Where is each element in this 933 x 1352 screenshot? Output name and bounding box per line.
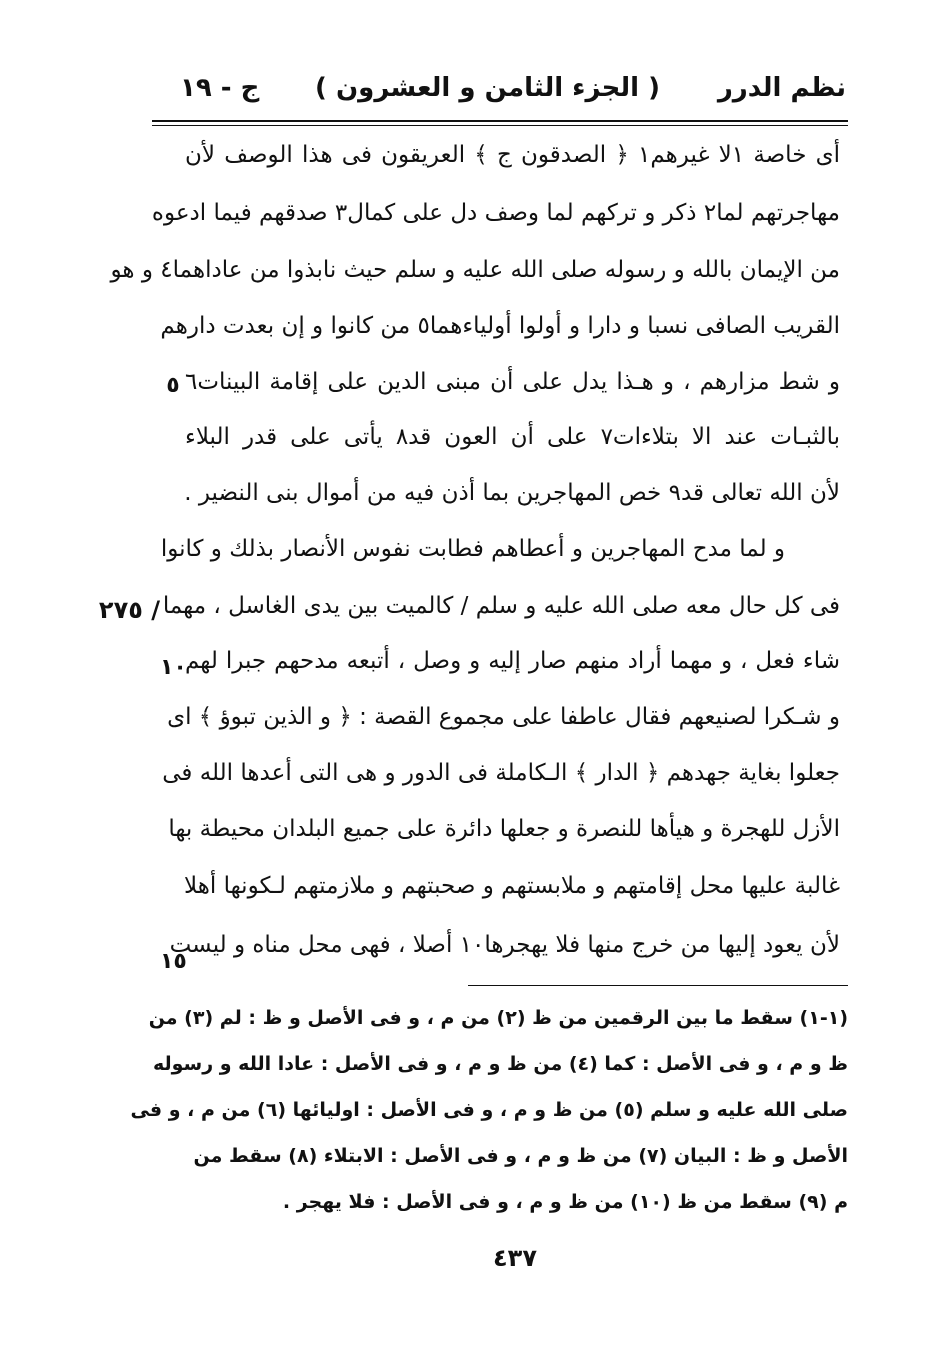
header-rule	[152, 120, 848, 122]
line-number-5: ٥	[166, 373, 180, 398]
text-line-6: بالثبـات عند الا بتلاءات٧ على أن العون قد٨ يأتى على قدر البلاء	[185, 424, 840, 450]
footnote-line-2: ظ و م ، و فى الأصل : كما (٤) من ظ و م ، و فى الأصل : عادا الله و رسوله	[152, 1053, 848, 1075]
volume-label: ج - ١٩	[180, 73, 260, 103]
part-title: ( الجزء الثامن و العشرون )	[315, 73, 660, 103]
text-line-7: لأن الله تعالى قد٩ خص المهاجرين بما أذن فيه من أموال بنى النضير .	[184, 480, 840, 506]
footnote-line-5: م (٩) سقط من ظ (١٠) من ظ و م ، و فى الأصل : فلا يهجر .	[282, 1191, 848, 1213]
text-line-15: لأن يعود إليها من خرج منها فلا يهجرها١٠ أصلا ، فهى محل مناه و ليست	[169, 932, 840, 958]
line-number-15: ١٥	[160, 949, 187, 974]
line-number-10: ١٠	[160, 655, 187, 680]
text-line-9: فى كل حال معه صلى الله عليه و سلم / كالميت بين يدى الغاسل ، مهما	[162, 593, 840, 619]
text-line-2: مهاجرتهم لما٢ ذكر و تركهم لما وصف دل على كمال٣ صدقهم فيما ادعوه	[151, 200, 840, 226]
running-title: نظم الدرر	[717, 73, 846, 103]
text-line-4: القريب الصافى نسبا و دارا و أولوا أولياءهما٥ من كانوا و إن بعدت دارهم	[160, 313, 840, 339]
text-line-11: و شـكرا لصنيعهم فقال عاطفا على مجموع القصة : ﴿ و الذين تبوؤ ﴾ اى	[167, 704, 840, 730]
footnote-line-4: الأصل و ظ : البيان (٧) من ظ و م ، و فى الأصل : الابتلاء (٨) سقط من	[193, 1145, 848, 1167]
footnote-line-1: (١-١) سقط ما بين الرقمين من ظ (٢) من م ، و فى الأصل و ظ : لم (٣) من	[148, 1007, 848, 1029]
text-line-1: أى خاصة ١لا غيرهم١ ﴿ الصدقون ج ﴾ العريقون فى هذا الوصف لأن	[185, 142, 840, 168]
footnote-line-3: صلى الله عليه و سلم (٥) من ظ و م ، و فى الأصل : اوليائها (٦) من م ، و فى	[130, 1099, 848, 1121]
text-line-3: من الإيمان بالله و رسوله صلى الله عليه و سلم حيث نابذوا من عاداهما٤ و هو	[110, 257, 840, 283]
text-line-5: و شط مزارهم ، و هـذا يدل على أن مبنى الدين على إقامة البينات٦	[185, 369, 840, 395]
footnote-rule	[468, 985, 848, 986]
text-line-13: الأزل للهجرة و هيأها للنصرة و جعلها دائرة على جميع البلدان محيطة بها	[168, 816, 840, 842]
text-line-12: جعلوا بغاية جهدهم ﴿ الدار ﴾ الـكاملة فى الدور و هى التى أعدها الله فى	[162, 760, 840, 786]
manuscript-folio-marker: / ٢٧٥	[98, 596, 160, 624]
header-rule-thin	[152, 125, 848, 126]
text-line-8: و لما مدح المهاجرين و أعطاهم فطابت نفوس الأنصار بذلك و كانوا	[160, 536, 785, 562]
text-line-10: شاء فعل ، و مهما أراد منهم صار إليه و وصل ، أتبعه مدحهم جبرا لهم	[185, 648, 840, 674]
text-line-14: غالبة عليها محل إقامتهم و ملابستهم و صحبتهم و ملازمتهم لـكونها أهلا	[184, 873, 840, 899]
page-number: ٤٣٧	[493, 1244, 537, 1272]
